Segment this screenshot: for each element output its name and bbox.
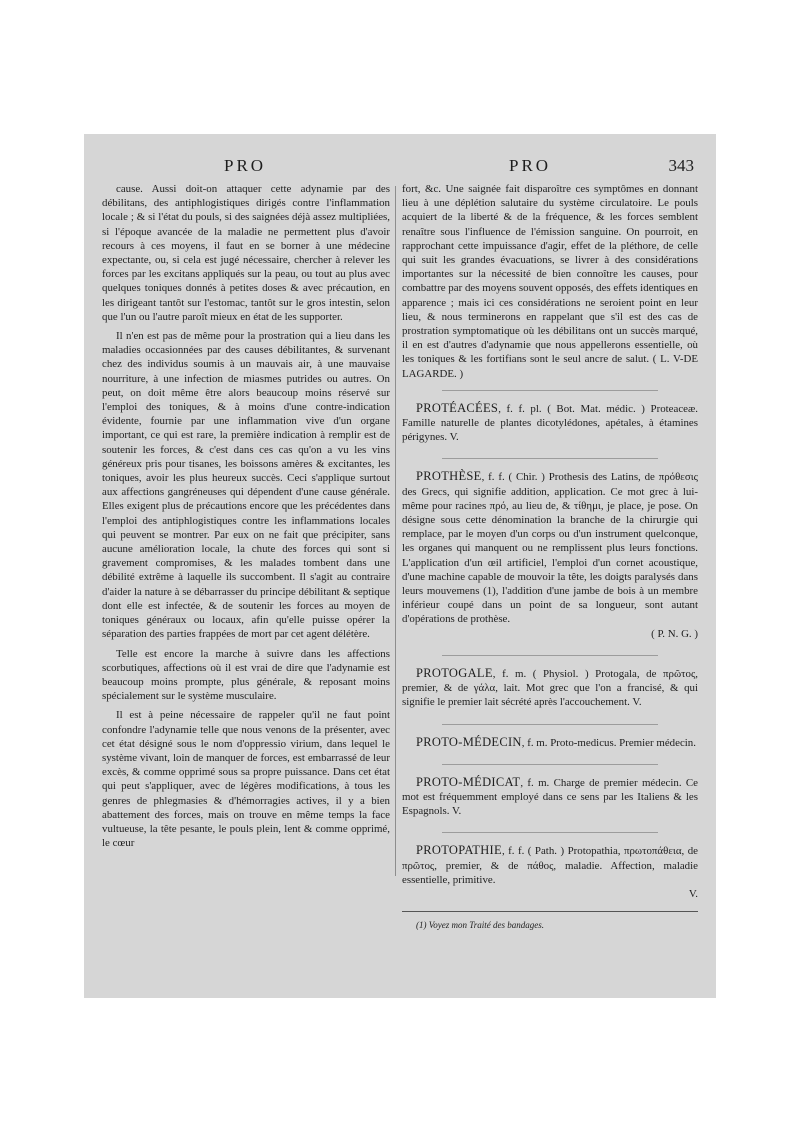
left-paragraph: Telle est encore la marche à suivre dans les affections scorbutiques, affections où il est vrai de dire que l'adynamie est beaucoup moins prompte, plus générale, & reposant moins spécialement sur le système musculaire. <box>102 647 390 703</box>
entry-body: , f. m. Charge de premier médecin. Ce mot est fréquemment employé dans ce sens par les Italiens & les Espagnols. V. <box>402 776 698 818</box>
entry-separator <box>442 655 658 656</box>
entry-body: , f. m. ( Physiol. ) Protogala, de πρῶτος, premier, & de γάλα, lait. Mot grec que l'on a francisé, & qui signifie le premier lait sécrété après l'accouchement. V. <box>402 667 698 709</box>
entry-headword: PROTOGALE <box>416 665 493 680</box>
footnote-rule <box>402 911 698 912</box>
entry-signature: V. <box>688 887 698 900</box>
left-paragraph: Il n'en est pas de même pour la prostration qui a lieu dans les maladies occasionnées par des causes débilitantes, & survenant chez des individus soumis à un mauvais air, à une mauvaise nourriture, à une infection de miasmes putrides ou autres. On peut, on doit même être alors beaucoup moins réservé sur l'emploi des toniques, & à moins d'une contre-indication évidente, fournie par une inflammation vive d'un organe important, ce qui est rare, la première indication à remplir est de soutenir les forces, & c'est dans ces cas qu'on a vu les vins généreux pris pour tisanes, les boissons amères & excitantes, les toniques, avoir les plus heureux succès. Ceci s'applique surtout aux affections gangréneuses qui dépendent d'une cause générale. Elles exigent plus de précautions encore que les précédentes dans l'emploi des antiphlogistiques contre les inflammations locales qui peuvent se montrer. Par eux on ne fait que précipiter, sans aucune amélioration locale, la chute des forces qui sont si gravement compromises, & les malades tombent dans une débilité extrême à laquelle ils succombent. Il s'agit au contraire d'aider la nature à se débarrasser du principe débilitant & septique dont elle est infectée, & de soutenir les forces au moyen de toniques généraux ou locaux, afin qu'elle puisse opérer la séparation des parties frappées de mort par cet agent délétère. <box>102 330 390 641</box>
entry-headword: PROTO-MÉDICAT <box>416 774 521 789</box>
running-head-left: PRO <box>224 156 267 175</box>
entry-separator <box>442 832 658 833</box>
dictionary-entry <box>402 720 698 750</box>
entry-separator <box>442 764 658 765</box>
entry-headword: PROTOPATHIE <box>416 843 502 858</box>
dictionary-entry <box>402 651 698 710</box>
dictionary-entry <box>402 760 698 819</box>
column-divider <box>395 186 396 876</box>
right-column <box>402 182 698 937</box>
entry-body: , f. f. ( Chir. ) Prothesis des Latins, de πρόθεσις des Grecs, qui signifie addition, application. Ce mot grec à lui-même pour racines πρό, au lieu de, & τίθημι, je place, je pose. On désigne sous cette dénomination la branche de la chirurgie qui remplace, par le moyen d'un corps ou d'un instrument quelconque, les organes qui manquent ou ne remplissent plus leurs fonctions. L'application d'un œil artificiel, l'emploi d'un cornet acoustique, d'une machine capable de mouvoir la tête, les doigts paralysés dans leurs mouvemens (1), l'addition d'une jambe de bois à un membre inférieur coupé dans un point de sa longueur, sont autant d'opérations de prothèse. <box>402 471 698 626</box>
entry-signature: ( P. N. G. ) <box>651 627 698 640</box>
entry-headword: PROTO-MÉDECIN <box>416 734 522 749</box>
entry-separator <box>442 724 658 725</box>
dictionary-entry <box>402 386 698 445</box>
entry-body: , f. f. pl. ( Bot. Mat. médic. ) Proteaceæ. Famille naturelle de plantes dicotylédones, apétales, à étamines périgynes. V. <box>402 402 698 444</box>
left-paragraph: Il est à peine nécessaire de rappeler qu'il ne faut point confondre l'adynamie telle que nous venons de la présenter, avec cet état désigné sous le nom d'oppressio virium, dans lequel le système vivant, loin de manquer de forces, est embarrassé de leur excès, & comme opprimé sous sa propre puissance. Dans cet état qui peut s'appliquer, avec de légères modifications, à tous les genres de phlegmasies & d'hémorragies actives, il y a bien abattement des forces, mais on trouve en même temps la face vultueuse, la tête pesante, le pouls plein, lent & comme opprimé, le cœur <box>102 709 390 850</box>
entry-separator <box>442 390 658 391</box>
dictionary-entry <box>402 454 698 640</box>
footnote: (1) Voyez mon Traité des bandages. <box>416 920 544 931</box>
entry-separator <box>442 458 658 459</box>
entry-headword: PROTHÈSE <box>416 469 482 484</box>
entry-headword: PROTÉACÉES <box>416 400 499 415</box>
page-number: 343 <box>668 156 694 175</box>
dictionary-entry <box>402 828 698 901</box>
running-head-right: PRO <box>509 156 552 175</box>
right-intro-paragraph: fort, &c. Une saignée fait disparoître ces symptômes en donnant lieu à une déplétion salutaire du système circulatoire. Le pouls acquiert de la liberté & de la fréquence, & les forces semblent renaître sous l'influence de l'émission sanguine. On pourroit, en rapprochant cette impuissance d'agir, effet de la pléthore, de celle qui suit les grandes évacuations, se livrer à des considérations importantes sur la nécessité de bien connoître les causes, pour combattre par des moyens souvent opposés, des effets identiques en apparence ; mais ici ces considérations ne seroient point en leur lieu, & nous terminerons en rappelant que s'il est des cas de prostration symptomatique où les débilitans ont un succès marqué, il en est d'autres d'adynamie que nous appellerons essentielle, où les toniques & les fortifians sont le seul ancre de salut. ( L. V-DE LAGARDE. ) <box>402 183 698 380</box>
left-column <box>102 182 390 855</box>
entry-body: , f. f. ( Path. ) Protopathia, πρωτοπάθεια, de πρῶτος, premier, & de πάθος, maladie. Affection, maladie essentielle, primitive. <box>402 845 698 886</box>
scanned-page <box>84 134 716 998</box>
left-paragraph: cause. Aussi doit-on attaquer cette adynamie par des débilitans, des antiphlogistiques dirigés contre l'inflammation locale ; & si l'état du pouls, si des saignées déjà assez multipliées, si l'époque avancée de la maladie ne permettent plus d'avoir recours à ces moyens, il faut en se borner à une médecine expectante, ou, si cela est jugé nécessaire, chercher à relever les forces par les excitans appliqués sur la peau, ou tout au plus avec quelques toniques donnés à petites doses & avec précaution, en les dirigeant tantôt sur l'estomac, tantôt sur le gros intestin, selon que l'un ou l'autre paroît mieux en état de les supporter. <box>102 183 390 323</box>
entry-body: , f. m. Proto-medicus. Premier médecin. <box>521 736 696 749</box>
